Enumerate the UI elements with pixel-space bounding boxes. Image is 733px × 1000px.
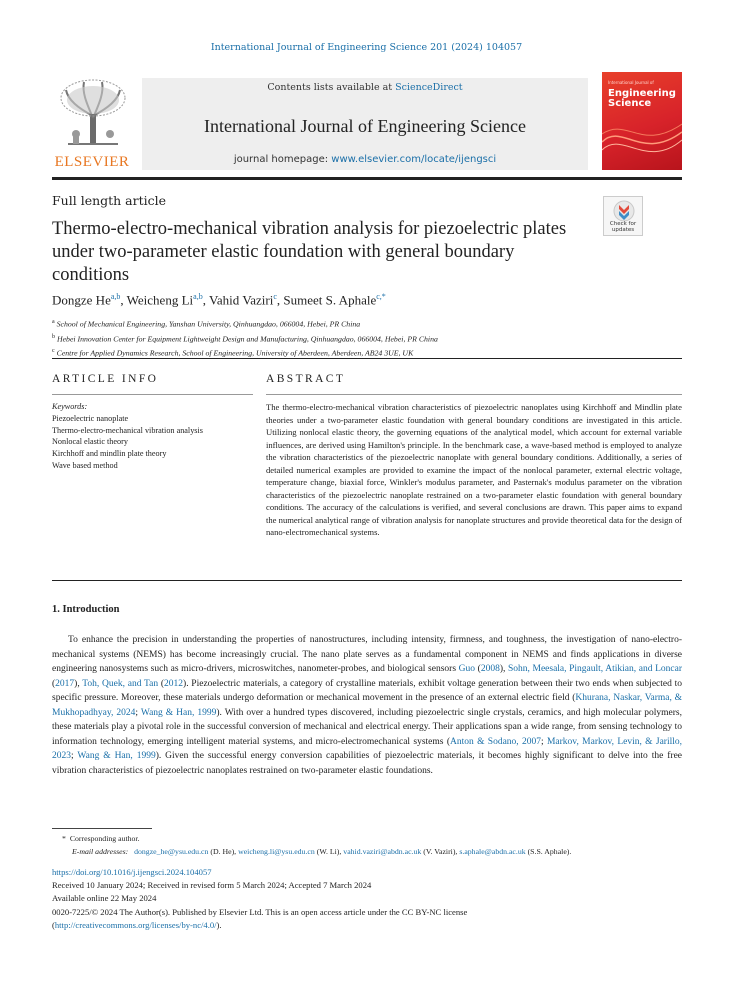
cover-wave-art [602,112,682,170]
footnote-rule [52,828,152,829]
crossmark-label: Check for updates [609,221,637,233]
article-type: Full length article [52,193,167,208]
email-link[interactable]: vahid.vaziri@abdn.ac.uk [343,847,422,856]
keywords-label: Keywords: [52,402,88,411]
article-metadata [52,866,682,932]
abstract-divider [52,580,682,581]
license-link[interactable]: http://creativecommons.org/licenses/by-nc/4.0/ [54,919,217,930]
intro-text: ; [135,707,141,718]
email-owner: (W. Li), [316,847,342,856]
introduction-paragraph [52,633,682,778]
affiliation-text: School of Mechanical Engineering, Yanshan University, Qinhuangdao, 066004, Hebei, PR China [56,319,361,329]
cover-title-line-2: Science [608,98,652,109]
citation-link[interactable]: Markov, Markov, Levin, & Jarillo, 2023 [52,736,683,761]
received-dates: Received 10 January 2024; Received in revised form 5 March 2024; Accepted 7 March 2024 [52,880,372,891]
email-link[interactable]: weicheng.li@ysu.edu.cn [238,847,315,856]
abstract-rule [266,394,682,395]
abstract-heading: ABSTRACT [266,373,346,385]
keyword: Kirchhoff and mindlin plate theory [52,449,167,459]
introduction-heading: 1. Introduction [52,604,120,615]
cover-subtitle: International Journal of [608,80,654,85]
author-name[interactable]: Weicheng Li [126,292,194,308]
author-affil-ref[interactable]: a,b [110,292,121,301]
intro-text: ( [158,678,165,689]
affiliation-text: Centre for Applied Dynamics Research, School of Engineering, University of Aberdeen, Aberdeen, AB24 3UE, UK [56,348,414,358]
journal-banner [142,78,588,170]
citation-link[interactable]: 2017 [55,678,75,689]
citation-link[interactable]: Wang & Han, 1999 [140,707,217,718]
author-name[interactable]: Sumeet S. Aphale [283,292,377,308]
license-text: 0020-7225/© 2024 The Author(s). Published by Elsevier Ltd. This is an open access article under the CC BY-NC license [52,906,468,917]
corresponding-note [52,832,682,845]
keyword: Nonlocal elastic theory [52,437,128,447]
email-owner: (D. He), [210,847,237,856]
affiliation-marker: b [52,333,55,340]
corresponding-text: Corresponding author. [69,834,140,843]
homepage-line [142,154,588,165]
intro-text: ; [71,751,78,761]
affiliation [52,316,438,331]
citation-link[interactable]: 2012 [164,678,184,689]
journal-reference-link[interactable]: International Journal of Engineering Science 201 (2024) 104057 [210,42,523,53]
homepage-link[interactable]: www.elsevier.com/locate/ijengsci [331,154,497,165]
intro-text: ). With over a hundred types discovered, including piezoelectric single crystals, ceramics, and high molecular polymers, these materials play a pivotal role in the successful conversion of mechanical and electrical energy. Their applications span a wide range, from sensing technology to information technology, emerging intelligent material systems, and micro-electromechanical systems ( [52,707,683,747]
elsevier-wordmark: ELSEVIER [54,154,130,170]
contents-line [142,82,588,93]
journal-title: International Journal of Engineering Science [204,116,526,136]
author-name[interactable]: Dongze He [52,292,111,308]
email-owner: (S.S. Aphale). [527,847,572,856]
affiliation-divider [52,358,682,359]
journal-cover-thumbnail[interactable] [602,72,682,170]
cover-title-line-1: Engineering [608,88,676,99]
footnote-star: * [62,834,66,843]
email-link[interactable]: dongze_he@ysu.edu.cn [134,847,209,856]
affiliation-text: Hebei Innovation Center for Equipment Lightweight Design and Manufacturing, Qinhuangdao, 066004, Hebei, PR China [56,334,438,344]
contents-prefix: Contents lists available at [267,82,396,93]
keyword: Wave based method [52,460,118,470]
check-for-updates-button[interactable] [603,196,643,236]
article-info-heading: ARTICLE INFO [52,373,159,385]
intro-text: ), [499,664,508,674]
doi-link[interactable]: https://doi.org/10.1016/j.ijengsci.2024.104057 [52,867,212,877]
affiliation-marker: c [52,348,55,355]
author-name[interactable]: Vahid Vaziri [208,292,274,308]
footnotes [52,832,682,858]
license-link-line [52,919,682,932]
affiliation-marker: a [52,319,55,325]
intro-text: ; [541,736,547,747]
license-paren: ( [52,919,55,930]
intro-text: ). Given the successful energy conversion capabilities of piezoelectric materials, it becomes highly significant to delve into the free vibration characteristics of piezoelectric nanoplates restrained on two-parameter elastic foundations. [52,751,683,776]
email-owner: (V. Vaziri), [423,847,458,856]
keywords-block [52,401,257,472]
license-paren: ). [216,919,222,930]
sciencedirect-link[interactable]: ScienceDirect [395,82,463,93]
citation-link[interactable]: Sohn, Meesala, Pingault, Atikian, and Loncar [507,664,682,674]
email-line [52,845,682,858]
intro-text: ( [475,664,481,674]
affiliation [52,331,438,346]
intro-text: ). Piezoelectric materials, a category of crystalline materials, exhibit voltage generation between their two ends when subjected to specific pressure. Moreover, these materials undergo deformation or mechanical movement in the presence of an external electric field ( [52,678,682,703]
email-link[interactable]: s.aphale@abdn.ac.uk [459,847,526,856]
citation-link[interactable]: 2008 [480,664,500,674]
intro-text: ), [74,678,83,689]
email-label: E-mail addresses: [72,847,129,856]
abstract-text: The thermo-electro-mechanical vibration characteristics of piezoelectric nanoplates using Kirchhoff and Mindlin plate theories under a two-parameter elastic foundation with general boundary conditions are investigated in this article. Utilizing nonlocal elastic theory, the governing equations of the analytical model, which account for external variable influences, are derived using Hamilton's principle. In the benchmark case, a wave-based method is employed to analyze the vibration characteristics of the piezoelectric nanoplate with general boundary conditions. Additionally, a series of detailed numerical examples are provided to examine the impact of the nonlocal parameter, external electric voltage, temperature change, biaxial force, Winkler's modulus parameter, and Pasternak's modulus parameter on the vibration characteristics of the piezoelectric nanoplate restrained on a two-parameter elastic foundation with general boundary conditions. The accuracy of the calculations is verified, and several conclusions are drawn. This paper aims to expand the numerical analytical range of vibration analysis for nanoplate structures and provide theoretical data for the design of nano-electromechanical systems. [266,402,682,537]
elsevier-logo[interactable] [52,78,132,170]
cover-title [608,89,676,109]
citation-link[interactable]: Wang & Han, 1999 [77,751,156,761]
author-affil-ref[interactable]: a,b [193,292,203,301]
keyword: Thermo-electro-mechanical vibration analysis [52,425,203,435]
intro-text: To enhance the precision in understanding the properties of nanostructures, including intensity, firmness, and toughness, the investigation of nano-electro-mechanical systems (NEMS) has become increasingly crucial. The nano plate serves as a fundamental component in NEMS and finds applications in diverse engineering nanosystems such as micro-drivers, microswitches, nanometer-probes, and biological sensors [52,635,682,674]
homepage-prefix: journal homepage: [233,154,332,165]
elsevier-tree-icon [58,78,128,150]
article-title: Thermo-electro-mechanical vibration analysis for piezoelectric plates under two-parameter elastic foundation with general boundary conditions [52,219,567,285]
journal-header [52,72,682,172]
header-divider [52,177,682,180]
author-affil-ref[interactable]: c,* [376,292,386,301]
affiliation-list [52,316,438,360]
keyword: Piezoelectric nanoplate [52,413,129,423]
citation-link[interactable]: Toh, Quek, and Tan [82,678,159,689]
intro-text: ( [52,678,56,689]
article-info-rule [52,394,253,395]
online-date: Available online 22 May 2024 [52,893,157,904]
citation-link[interactable]: Anton & Sodano, 2007 [449,736,541,747]
author-affil-ref[interactable]: c [273,292,277,301]
citation-link[interactable]: Guo [458,664,476,674]
author-list: Dongze He$^{a,b}$, Weicheng Li$^{a,b}$, Vahid Vaziri$^c$, Sumeet S. Aphale$^{c,*}$ [52,292,386,308]
citation-link[interactable]: Khurana, Naskar, Varma, & Mukhopadhyay, 2024 [52,693,682,718]
